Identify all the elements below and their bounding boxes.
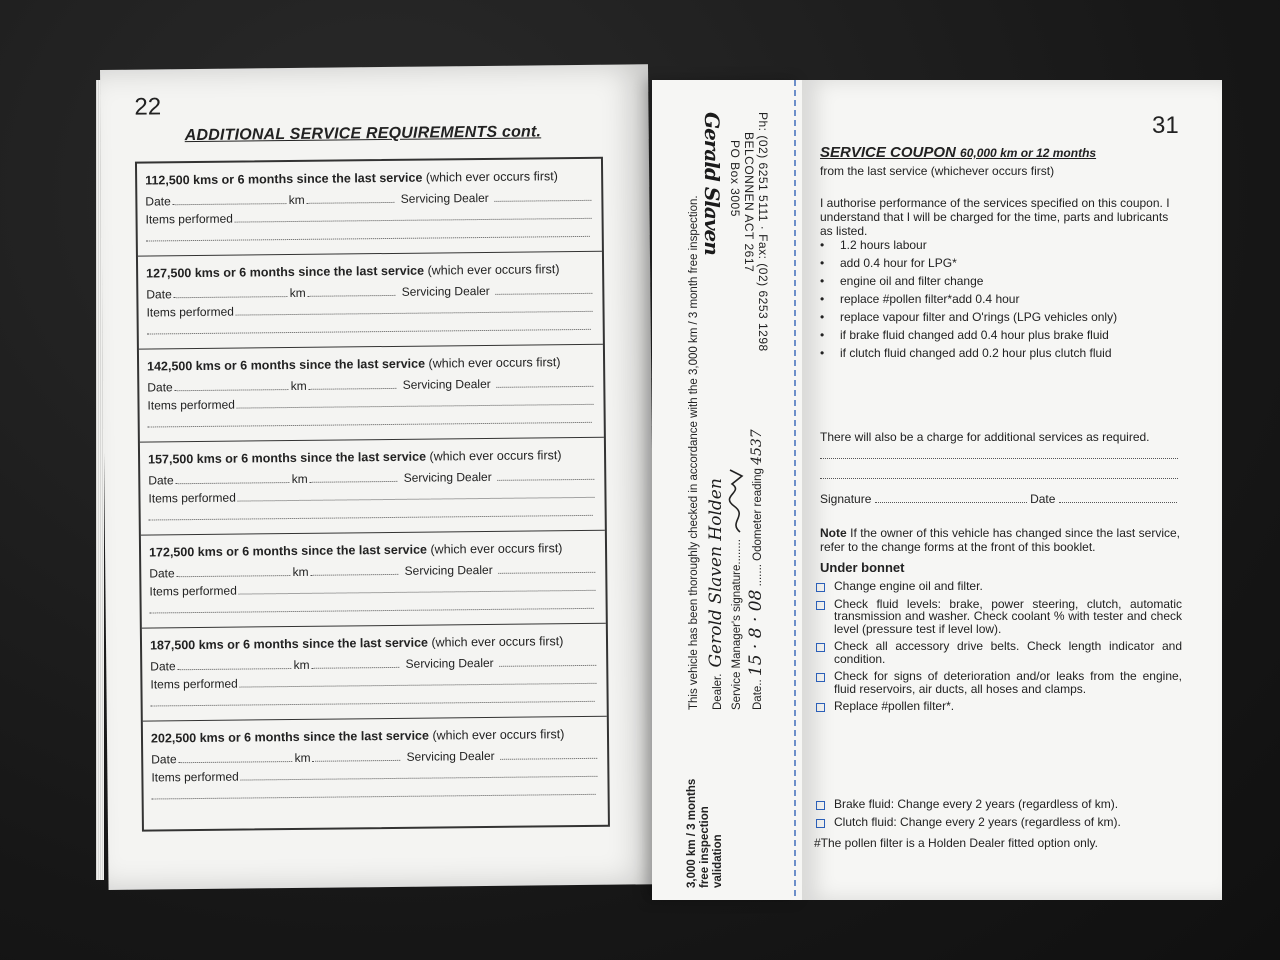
additional-line — [820, 478, 1178, 479]
dealer-label: Servicing Dealer — [402, 376, 491, 392]
date-label: Date — [150, 659, 176, 674]
page-number: 31 — [1152, 112, 1179, 139]
check-text: Replace #pollen filter*. — [834, 699, 955, 713]
record-since-text: (which ever occurs first) — [431, 634, 564, 650]
under-bonnet-item — [816, 598, 1182, 636]
dealer-field[interactable] — [499, 562, 596, 574]
record-mileage: 172,500 kms or 6 months since the last service — [148, 542, 428, 560]
odometer-label: Odometer reading — [752, 468, 764, 561]
validation-title-line: free inspection — [699, 806, 711, 888]
record-heading — [149, 541, 597, 560]
coupon-interval: 60,000 km or 12 months — [960, 146, 1097, 160]
under-bonnet-item — [816, 670, 1182, 695]
bullet-dot-icon: • — [820, 238, 825, 252]
under-bonnet-item — [816, 640, 1182, 665]
checkbox-icon[interactable] — [816, 673, 825, 682]
date-field[interactable] — [178, 658, 292, 670]
validation-title — [686, 779, 725, 888]
date-field[interactable] — [176, 472, 290, 484]
dealer-label: Servicing Dealer — [403, 469, 492, 485]
record-date-row — [151, 748, 599, 767]
items-field[interactable] — [237, 394, 594, 409]
dealer-handwritten: Gerold Slaven Holden — [706, 478, 726, 668]
record-date-row — [148, 469, 596, 488]
km-field[interactable] — [307, 192, 395, 204]
record-date-row — [150, 655, 598, 674]
dealer-field[interactable] — [495, 190, 592, 202]
ownership-note — [820, 526, 1180, 554]
record-heading — [150, 634, 598, 653]
date-label: Date — [146, 287, 172, 302]
dealer-label: Servicing Dealer — [401, 283, 490, 299]
additional-charge-text: There will also be a charge for additional services as required. — [820, 430, 1150, 444]
dealer-label: Dealer — [712, 676, 724, 710]
signature-row — [820, 492, 1177, 506]
dealer-stamp-logo: Gerald Slaven — [700, 112, 724, 255]
items-label: Items performed — [145, 211, 234, 227]
check-text: Check fluid levels: brake, power steering, clutch, automatic transmission and washer. Check coolant % with tester and check level (pressure test if level low). — [834, 596, 1182, 636]
km-label: km — [290, 378, 307, 394]
date-label: Date — [149, 566, 175, 581]
date-field[interactable] — [175, 379, 289, 391]
check-text: Clutch fluid: Change every 2 years (regardless of km). — [834, 814, 1121, 829]
record-heading — [148, 448, 596, 467]
bullet-dot-icon: • — [820, 346, 825, 360]
record-since-text: (which ever occurs first) — [430, 541, 563, 557]
manager-signature-scribble — [726, 466, 748, 536]
date-odometer-field: Date.. 15 · 8 · 08 ....... Odometer reading 4537 — [746, 429, 766, 710]
service-record — [137, 159, 602, 257]
service-record — [139, 345, 604, 443]
bullet-text: if brake fluid changed add 0.4 hour plus brake fluid — [840, 328, 1109, 342]
under-bonnet-checklist — [816, 580, 1182, 718]
km-field[interactable] — [310, 471, 398, 483]
record-date-row — [146, 283, 594, 302]
checkbox-icon[interactable] — [816, 819, 825, 828]
check-text: Check all accessory drive belts. Check length indicator and condition. — [834, 639, 1182, 666]
items-label: Items performed — [148, 490, 236, 506]
date-label: Date — [148, 473, 174, 488]
record-heading — [146, 262, 594, 281]
bullet-text: add 0.4 hour for LPG* — [840, 256, 957, 270]
perforation-line — [794, 80, 796, 900]
bullet-dot-icon: • — [820, 292, 825, 306]
pollen-filter-footnote: #The pollen filter is a Holden Dealer fitted option only. — [814, 836, 1098, 850]
km-label: km — [288, 192, 305, 208]
check-text: Check for signs of deterioration and/or leaks from the engine, fluid reservoirs, air ducts, all hoses and clamps. — [834, 669, 1182, 696]
bullet-dot-icon: • — [820, 274, 825, 288]
items-field[interactable] — [241, 766, 598, 781]
items-field[interactable] — [238, 487, 595, 502]
dealer-label: Servicing Dealer — [405, 655, 494, 671]
record-mileage: 157,500 kms or 6 months since the last service — [148, 449, 427, 467]
record-since-text: (which ever occurs first) — [432, 727, 565, 743]
km-label: km — [291, 471, 308, 487]
items-label: Items performed — [149, 583, 237, 599]
date-label: Date — [752, 685, 764, 710]
page-title: ADDITIONAL SERVICE REQUIREMENTS cont. — [184, 123, 542, 145]
date-handwritten: 15 · 8 · 08 — [746, 589, 766, 677]
validation-title-line: validation — [712, 834, 724, 888]
record-since-text: (which ever occurs first) — [429, 448, 562, 464]
odometer-handwritten: 4537 — [749, 429, 765, 465]
stamp-suburb: BELCONNEN ACT 2617 — [742, 132, 756, 273]
items-label: Items performed — [146, 304, 234, 320]
page-number: 22 — [134, 93, 162, 121]
bullet-text: replace vapour filter and O'rings (LPG vehicles only) — [840, 310, 1118, 324]
km-field[interactable] — [308, 285, 396, 297]
under-bonnet-item — [816, 700, 1182, 713]
dealer-field[interactable] — [501, 748, 598, 760]
service-record — [141, 531, 606, 629]
labour-bullet — [820, 328, 1180, 346]
record-since-text: (which ever occurs first) — [425, 169, 558, 185]
labour-bullet — [820, 310, 1180, 328]
km-field[interactable] — [313, 750, 401, 762]
record-since-text: (which ever occurs first) — [428, 355, 561, 371]
record-heading — [145, 169, 593, 188]
km-field[interactable] — [312, 657, 400, 669]
bullet-text: 1.2 hours labour — [840, 238, 927, 252]
checkbox-icon[interactable] — [816, 583, 825, 592]
bullet-dot-icon: • — [820, 328, 825, 342]
record-mileage: 127,500 kms or 6 months since the last service — [146, 263, 425, 281]
authorisation-text: I authorise performance of the services specified on this coupon. I understand that I will be charged for the time, parts and lubricants as listed. — [820, 196, 1170, 238]
bullet-text: if clutch fluid changed add 0.2 hour plus clutch fluid — [840, 346, 1112, 360]
note-text: If the owner of this vehicle has changed since the last service, refer to the change forms at the front of this booklet. — [820, 526, 1180, 554]
items-field[interactable] — [236, 301, 593, 316]
under-bonnet-heading: Under bonnet — [820, 560, 905, 575]
record-mileage: 142,500 kms or 6 months since the last service — [147, 356, 426, 374]
labour-bullet — [820, 274, 1180, 292]
record-date-row — [149, 562, 597, 581]
items-field[interactable] — [240, 673, 597, 688]
service-records-table — [135, 157, 610, 832]
fluid-item — [816, 816, 1182, 829]
items-field[interactable] — [235, 208, 592, 223]
checkbox-icon[interactable] — [816, 643, 825, 652]
check-text: Brake fluid: Change every 2 years (regardless of km). — [834, 797, 1119, 811]
inspection-coupon-strip — [652, 80, 802, 900]
bullet-text: engine oil and filter change — [840, 274, 984, 288]
dealer-label: Servicing Dealer — [404, 562, 493, 578]
items-field[interactable] — [239, 580, 596, 595]
km-label: km — [294, 750, 311, 765]
dealer-label: Servicing Dealer — [400, 190, 489, 206]
coupon-title — [820, 144, 1096, 161]
left-page — [100, 64, 657, 890]
dealer-field[interactable] — [496, 283, 593, 295]
validation-title-line: 3,000 km / 3 months — [686, 778, 698, 888]
stamp-pobox: PO Box 3005 — [728, 140, 742, 217]
checkbox-icon[interactable] — [816, 801, 825, 810]
record-mileage: 187,500 kms or 6 months since the last service — [149, 635, 429, 653]
date-field[interactable] — [173, 193, 287, 205]
dealer-label: Servicing Dealer — [406, 748, 495, 764]
under-bonnet-item — [816, 580, 1182, 593]
date-label: Date — [147, 380, 173, 395]
service-record — [143, 717, 608, 815]
date-label: Date — [1030, 492, 1056, 506]
service-record — [142, 624, 607, 722]
record-mileage: 202,500 kms or 6 months since the last service — [150, 728, 429, 746]
checkbox-icon[interactable] — [816, 703, 825, 712]
fluid-item — [816, 798, 1182, 811]
dealer-field: Dealer.Gerold Slaven Holden — [706, 478, 726, 710]
check-text: Change engine oil and filter. — [834, 579, 983, 593]
signature-label: Signature — [820, 492, 872, 506]
km-field[interactable] — [311, 564, 399, 576]
checkbox-icon[interactable] — [816, 601, 825, 610]
fluid-checklist — [816, 798, 1182, 833]
items-label: Items performed — [150, 676, 238, 692]
labour-bullet — [820, 292, 1180, 310]
date-field[interactable] — [179, 751, 293, 763]
date-field[interactable] — [177, 565, 291, 577]
date-field[interactable] — [174, 286, 288, 298]
km-label: km — [292, 564, 309, 580]
stamp-phone: Ph: (02) 6251 5111 · Fax: (02) 6253 1298 — [756, 112, 770, 352]
dealer-field[interactable] — [498, 469, 595, 481]
record-mileage: 112,500 kms or 6 months since the last service — [145, 170, 423, 188]
labour-bullet-list — [820, 238, 1180, 364]
note-label: Note — [820, 526, 847, 540]
right-page — [802, 80, 1222, 900]
km-field[interactable] — [309, 378, 397, 390]
manager-signature-field: Service Manager's signature........ — [726, 466, 748, 710]
items-label: Items performed — [151, 769, 239, 785]
bullet-text: replace #pollen filter*add 0.4 hour — [840, 292, 1020, 306]
additional-line — [820, 458, 1178, 459]
record-date-row — [145, 190, 593, 209]
manager-label: Service Manager's signature — [731, 564, 744, 710]
bullet-dot-icon: • — [820, 256, 825, 270]
coupon-subtitle: from the last service (whichever occurs first) — [820, 164, 1055, 178]
record-date-row — [147, 376, 595, 395]
inspection-statement: This vehicle has been thoroughly checked in accordance with the 3,000 km / 3 month free inspection. — [688, 195, 700, 710]
labour-bullet — [820, 256, 1180, 274]
km-label: km — [289, 285, 306, 301]
labour-bullet — [820, 238, 1180, 256]
service-record — [140, 438, 605, 536]
dealer-field[interactable] — [500, 655, 597, 667]
record-heading — [147, 355, 595, 374]
labour-bullet — [820, 346, 1180, 364]
record-heading — [151, 727, 599, 746]
items-label: Items performed — [147, 397, 235, 413]
date-label: Date — [145, 194, 171, 209]
record-since-text: (which ever occurs first) — [427, 262, 560, 278]
bullet-dot-icon: • — [820, 310, 825, 324]
date-field[interactable] — [1059, 492, 1177, 503]
km-label: km — [293, 657, 310, 673]
signature-field[interactable] — [875, 492, 1027, 503]
date-label: Date — [151, 752, 177, 767]
dealer-field[interactable] — [497, 376, 594, 388]
coupon-title-text: SERVICE COUPON — [820, 144, 956, 161]
service-record — [138, 252, 603, 350]
